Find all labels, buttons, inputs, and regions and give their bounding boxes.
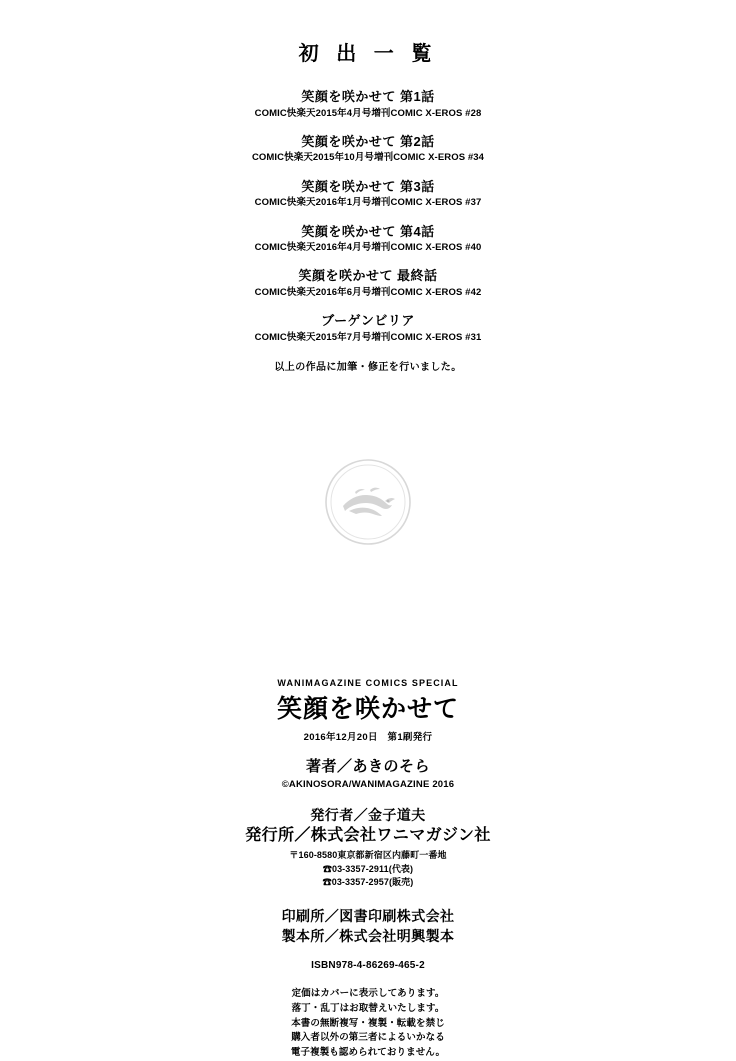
- credit-title: 笑顔を咲かせて 第1話: [301, 89, 435, 104]
- imprint-notice-line: 本書の無断複写・複製・転載を禁じ: [291, 1017, 445, 1029]
- credit-source: COMIC快楽天2016年1月号増刊COMIC X-EROS #37: [254, 197, 482, 209]
- imprint-isbn: ISBN978-4-86269-465-2: [311, 960, 425, 972]
- credit-source: COMIC快楽天2015年4月号増刊COMIC X-EROS #28: [254, 107, 482, 119]
- credit-title: 笑顔を咲かせて 第3話: [301, 178, 435, 194]
- credit-entry: [0, 223, 736, 255]
- credit-source: COMIC快楽天2015年10月号増刊COMIC X-EROS #34: [251, 152, 485, 164]
- imprint-publisher-person: 発行者／金子道夫: [310, 806, 426, 823]
- imprint-notice-line: 落丁・乱丁はお取替えいたします。: [291, 1003, 445, 1015]
- credit-source: COMIC快楽天2015年7月号増刊COMIC X-EROS #31: [254, 331, 482, 343]
- imprint-notice: [0, 987, 736, 1061]
- credit-source: COMIC快楽天2016年4月号増刊COMIC X-EROS #40: [254, 242, 482, 254]
- imprint-publisher-company: 発行所／株式会社ワニマガジン社: [245, 826, 491, 844]
- imprint-notice-line: 電子複製も認められておりません。: [290, 1047, 446, 1059]
- credit-entry: [0, 133, 736, 165]
- imprint-address: 〒160-8580東京都新宿区内藤町一番地: [289, 850, 447, 861]
- imprint-phone-main: ☎03-3357-2911(代表): [322, 863, 414, 874]
- publisher-logo-icon: [325, 459, 411, 545]
- imprint-notice-line: 購入者以外の第三者によるいかなる: [291, 1032, 445, 1044]
- imprint-series-label: WANIMAGAZINE COMICS SPECIAL: [277, 678, 459, 688]
- first-publication-heading: 初 出 一 覧: [298, 43, 438, 65]
- imprint-publication-date: 2016年12月20日 第1刷発行: [303, 732, 433, 744]
- imprint-section: [0, 678, 736, 1061]
- credit-title: 笑顔を咲かせて 第4話: [301, 223, 435, 239]
- credit-entry: [0, 178, 736, 210]
- credit-title: ブーゲンビリア: [321, 313, 415, 329]
- credit-entry: [0, 267, 736, 299]
- credit-title: 笑顔を咲かせて 第2話: [301, 133, 435, 149]
- imprint-printer: 印刷所／図書印刷株式会社: [281, 907, 455, 924]
- credit-entry: [0, 88, 736, 120]
- credit-title: 笑顔を咲かせて 最終話: [298, 268, 438, 284]
- credit-entry: [0, 312, 736, 344]
- imprint-author: 著者／あきのそら: [305, 758, 430, 776]
- imprint-notice-line: 定価はカバーに表示してあります。: [291, 988, 445, 1000]
- credit-source: COMIC快楽天2016年6月号増刊COMIC X-EROS #42: [254, 286, 482, 298]
- revision-note: 以上の作品に加筆・修正を行いました。: [274, 362, 462, 374]
- imprint-book-title: 笑顔を咲かせて: [276, 695, 459, 723]
- imprint-phone-sales: ☎03-3357-2957(販売): [322, 877, 414, 888]
- first-publication-section: [0, 42, 736, 373]
- imprint-binder: 製本所／株式会社明興製本: [281, 928, 455, 945]
- imprint-copyright: ©AKINOSORA/WANIMAGAZINE 2016: [281, 778, 455, 790]
